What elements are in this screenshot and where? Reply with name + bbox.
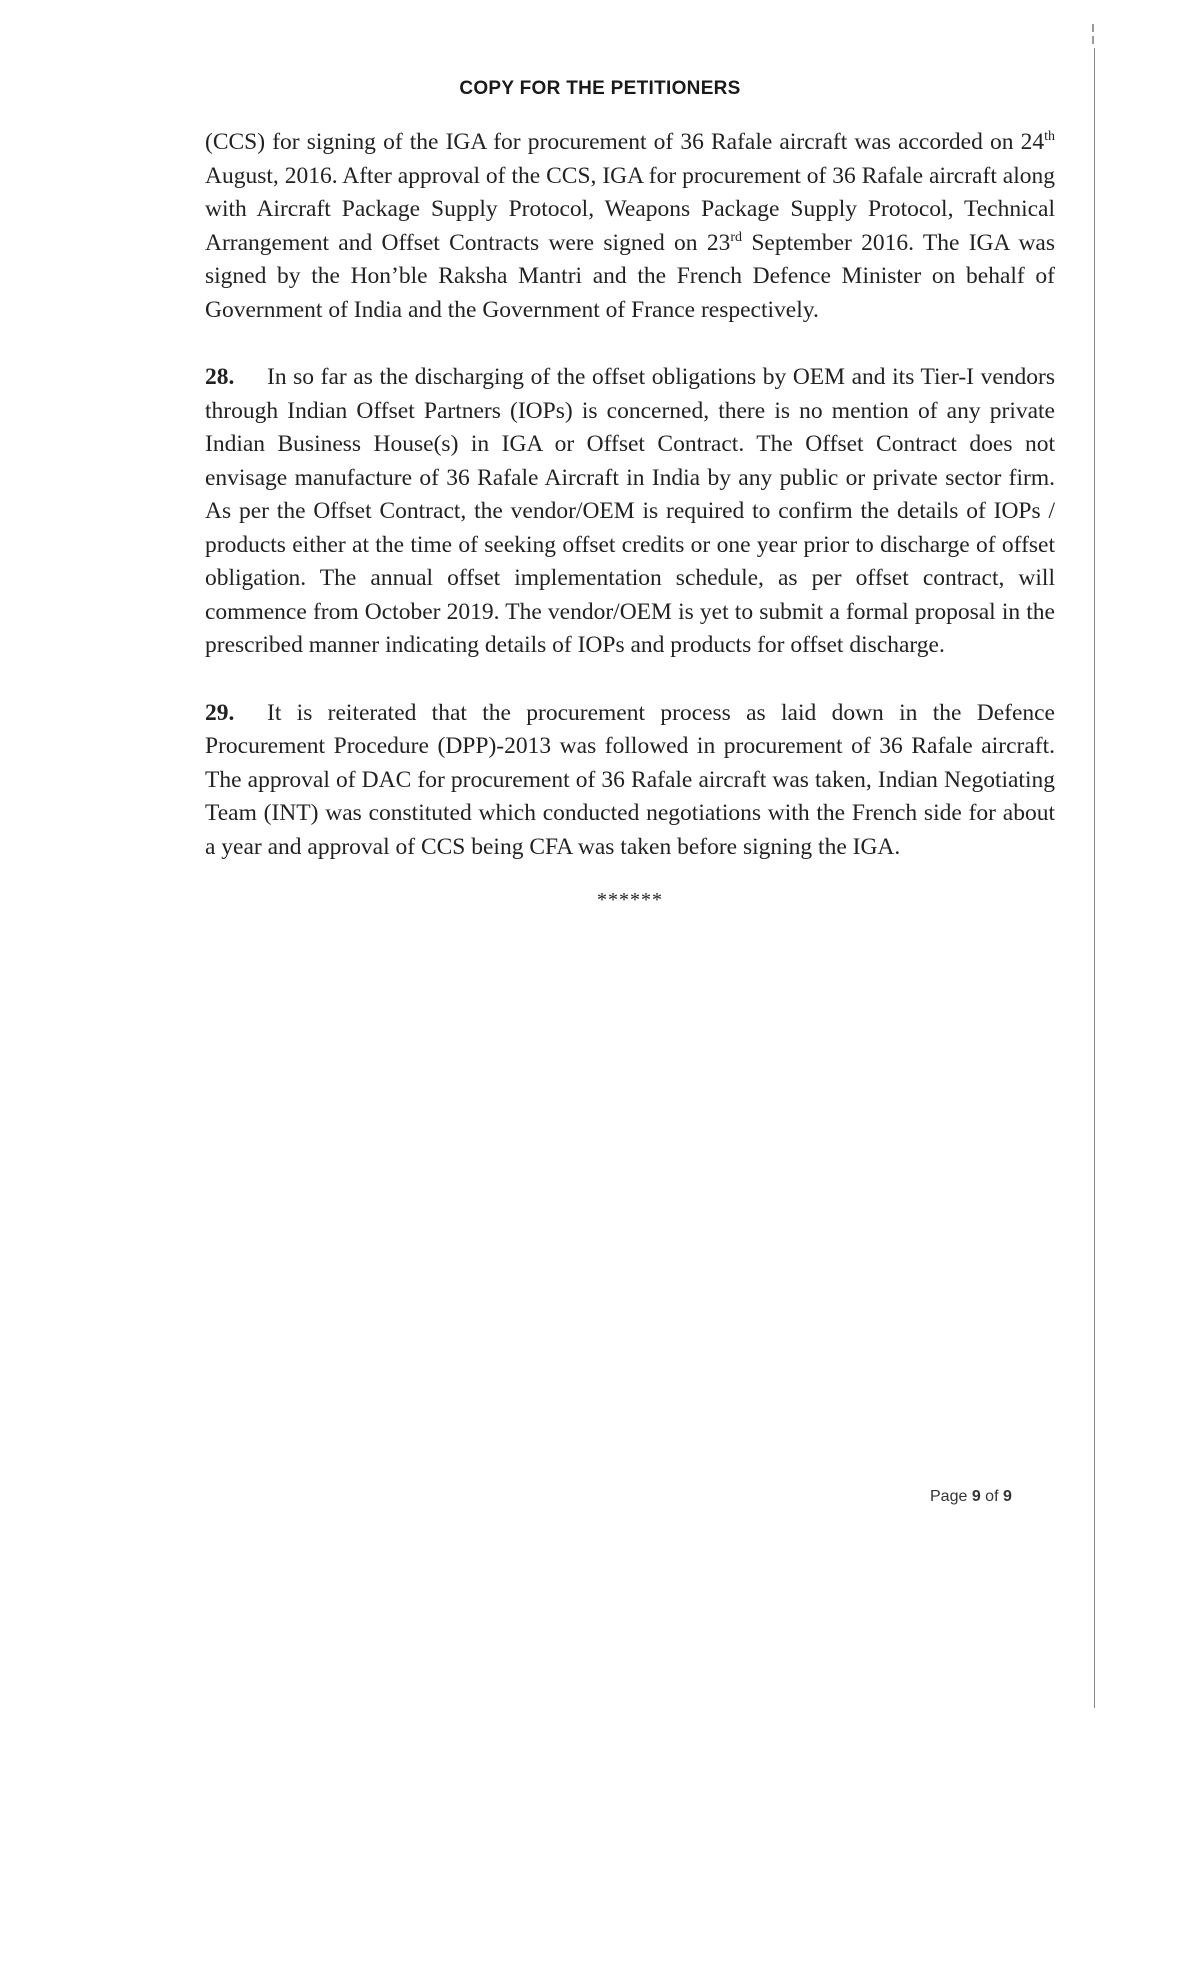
total-pages: 9 [1002,1488,1012,1505]
paragraph-text: In so far as the discharging of the offset obligations by OEM and its Tier-I vendors through Indian Offset Partners (IOPs) is concerned, there is no mention of any private Indian Business House(s) in IGA or Offset Contract. The Offset Contract does not envisage manufacture of 36 Rafale Aircraft in India by any public or private sector firm. As per the Offset Contract, the vendor/OEM is required to confirm the details of IOPs / products either at the time of seeking offset credits or one year prior to discharge of offset obligation. The annual offset implementation schedule, as per offset contract, will commence from October 2019. The vendor/OEM is yet to submit a formal proposal in the prescribed manner indicating details of IOPs and products for offset discharge. [205,364,1055,658]
page-header: COPY FOR THE PETITIONERS [459,78,741,99]
paragraph-text: (CCS) for signing of the IGA for procurement of 36 Rafale aircraft was accorded on 24 [205,129,1045,155]
scan-edge-line [1094,48,1095,1708]
paragraph-number: 28. [205,364,235,390]
scan-edge-tick [1092,36,1094,44]
page-number: Page 9 of 9 [930,1488,1012,1505]
paragraph-text: It is reiterated that the procurement process as laid down in the Defence Procurement Procedure (DPP)-2013 was followed in procurement of 36 Rafale aircraft. The approval of DAC for procurement of 36 Rafale aircraft was taken, Indian Negotiating Team (INT) was constituted which conducted negotiations with the French side for about a year and approval of CCS being CFA was taken before signing the IGA. [205,699,1055,860]
paragraph-number: 29. [205,699,235,726]
end-marker: ****** [597,889,663,911]
ordinal-suffix: th [1044,129,1055,145]
paragraph-text: August, 2016. After approval of the CCS, IGA for procurement of 36 Rafale aircraft along with Aircraft Package Supply Protocol, Weapons Package Supply Protocol, Technical Arrangement and Offset Contracts were signed on 23 [205,162,1055,256]
paragraph-continued [205,126,1055,327]
paragraph-29 [205,697,1055,865]
current-page: 9 [971,1488,981,1505]
scan-edge-tick [1092,24,1094,32]
document-body [205,126,1055,918]
ordinal-suffix: rd [730,229,743,245]
paragraph-text: September 2016. The IGA was signed by the Hon’ble Raksha Mantri and the French Defence Minister on behalf of Government of India and the Government of France respectively. [205,229,1056,323]
paragraph-28 [205,361,1055,663]
